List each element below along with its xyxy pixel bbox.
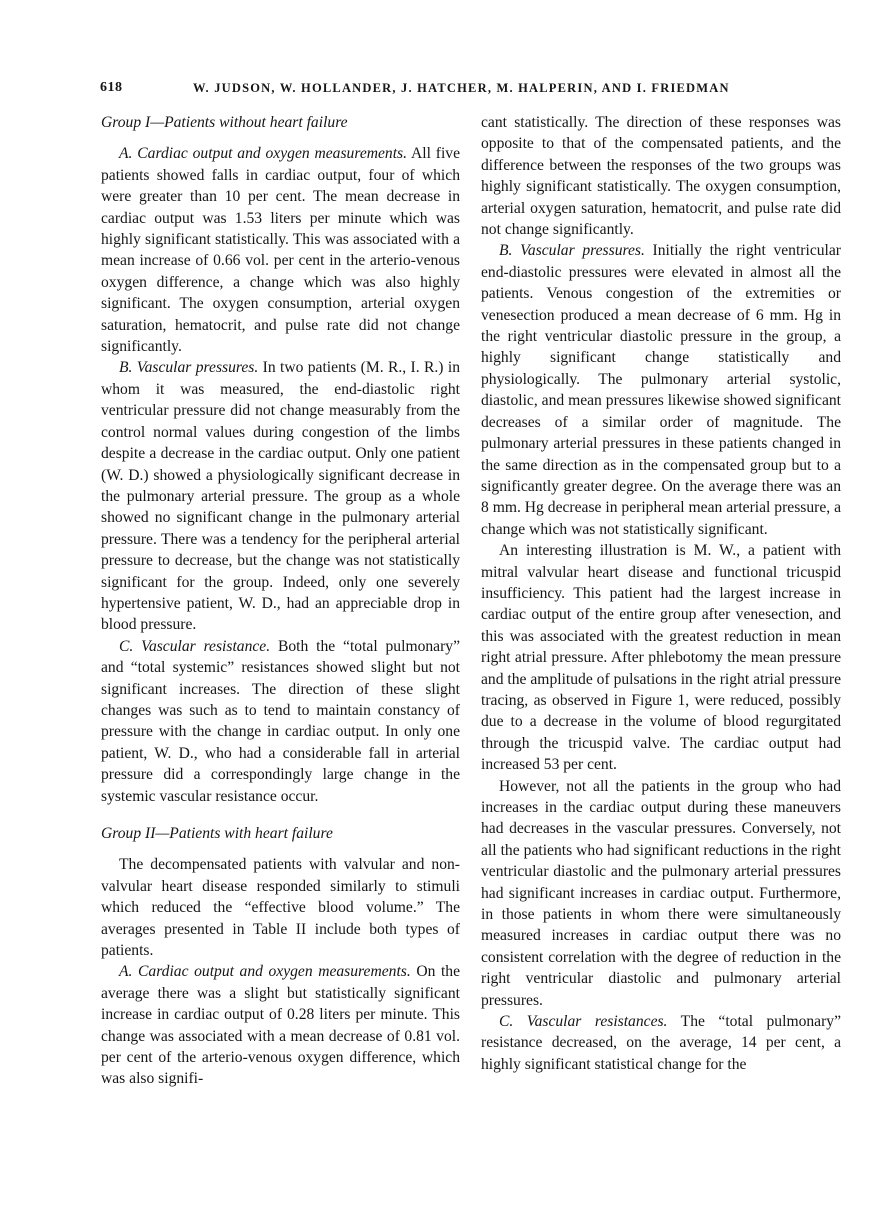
paragraph-g1-cardiac-output <box>101 143 460 357</box>
subhead-g2-cardiac-output: A. Cardiac output and oxygen measurements. <box>119 963 411 981</box>
left-column <box>101 112 460 1090</box>
section-heading-group-1: Group I—Patients without heart failure <box>101 114 348 131</box>
paragraph-g2-vascular-pressures <box>481 240 841 540</box>
body-text: In two patients (M. R., I. R.) in whom it was measured, the end-diastolic right ventricular pressure did not change measurably from the control normal values during congestion of the limbs despite a decrease in the cardiac output. Only one patient (W. D.) showed a physiologically significant decrease in the pulmonary arterial pressure. The group as a whole showed no significant change in the pulmonary arterial pressure. There was a tendency for the peripheral arterial pressure to decrease, but the change was not statistically significant for the group. Indeed, only one severely hypertensive patient, W. D., had an appreciable drop in blood pressure. <box>101 359 460 634</box>
body-text: On the average there was a slight but statistically significant increase in cardiac output of 0.28 liters per minute. This change was associated with a mean decrease of 0.81 vol. per cent of the arterio-venous oxygen difference, which was also signifi- <box>101 963 460 1088</box>
section-heading-group-2: Group II—Patients with heart failure <box>101 825 333 842</box>
subhead-g1-vascular-resistance: C. Vascular resistance. <box>119 637 271 655</box>
subhead-g2-vascular-resistances: C. Vascular resistances. <box>499 1013 668 1031</box>
paragraph-g1-vascular-pressures <box>101 357 460 635</box>
subhead-g1-vascular-pressures: B. Vascular pressures. <box>119 359 259 377</box>
paragraph-g2-cardiac-output-continued: cant statistically. The direction of these responses was opposite to that of the compensated patients, and the difference between the responses of the two groups was highly significant statistically. The oxygen consumption, arterial oxygen saturation, hematocrit, and pulse rate did not change significantly. <box>481 114 841 239</box>
paragraph-g2-intro: The decompensated patients with valvular and non-valvular heart disease responded similarly to stimuli which reduced the “effective blood volume.” The averages presented in Table II include both types of patients. <box>101 856 460 960</box>
page-header <box>100 80 845 102</box>
subhead-g2-vascular-pressures: B. Vascular pressures. <box>499 242 645 260</box>
paragraph-g1-vascular-resistance <box>101 636 460 807</box>
paragraph-illustration-mw: An interesting illustration is M. W., a patient with mitral valvular heart disease and functional tricuspid insufficiency. This patient had the largest increase in cardiac output of the entire group after venesection, and this was associated with the greatest reduction in mean right atrial pressure. After phlebotomy the mean pressure and the amplitude of pulsations in the right atrial pressure tracing, as observed in Figure 1, were reduced, possibly due to a decrease in the volume of blood regurgitated through the tricuspid valve. The cardiac output had increased 53 per cent. <box>481 542 841 774</box>
body-text: Initially the right ventricular end-diastolic pressures were elevated in almost all the patients. Venous congestion of the extremities or venesection produced a mean decrease of 6 mm. Hg in the right ventricular diastolic pressure in the group, a highly significant change statistically and physiologically. The pulmonary arterial systolic, diastolic, and mean pressures likewise showed significant decreases of a similar order of magnitude. The pulmonary arterial pressures in these patients changed in the same direction as in the compensated group but to a significantly greater degree. On the average there was an 8 mm. Hg decrease in peripheral mean arterial pressure, a change which was not statistically significant. <box>481 242 841 538</box>
page-number: 618 <box>100 80 123 95</box>
paragraph-g2-cardiac-output <box>101 961 460 1089</box>
paragraph-however: However, not all the patients in the group who had increases in the cardiac output during these maneuvers had decreases in the vascular pressures. Conversely, not all the patients who had significant reductions in the right ventricular diastolic and the pulmonary arterial pressures had significant increases in cardiac output. Furthermore, in those patients in whom there were simultaneously measured increases in cardiac output there was no consistent correlation with the degree of reduction in the right ventricular diastolic and pulmonary arterial pressures. <box>481 777 841 1009</box>
body-text: All five patients showed falls in cardiac output, four of which were greater than 10 per cent. The mean decrease in cardiac output was 1.53 liters per minute which was highly significant statistically. This was associated with a mean increase of 0.66 vol. per cent in the arterio-venous oxygen difference, a change which was also highly significant. The oxygen consumption, arterial oxygen saturation, hematocrit, and pulse rate did not change significantly. <box>101 145 460 356</box>
subhead-g1-cardiac-output: A. Cardiac output and oxygen measurements. <box>119 145 408 163</box>
right-column <box>481 112 841 1075</box>
running-head-authors: W. JUDSON, W. HOLLANDER, J. HATCHER, M. HALPERIN, AND I. FRIEDMAN <box>193 81 730 95</box>
paragraph-g2-vascular-resistances <box>481 1011 841 1075</box>
body-text: The “total pulmonary” resistance decreased, on the average, 14 per cent, a highly significant statistical change for the <box>481 1013 841 1073</box>
body-text: Both the “total pulmonary” and “total systemic” resistances showed slight but not significant increases. The direction of these slight changes was such as to tend to maintain constancy of pressure with the change in cardiac output. In only one patient, W. D., who had a considerable fall in arterial pressure did a correspondingly large change in the systemic vascular resistance occur. <box>101 637 460 805</box>
